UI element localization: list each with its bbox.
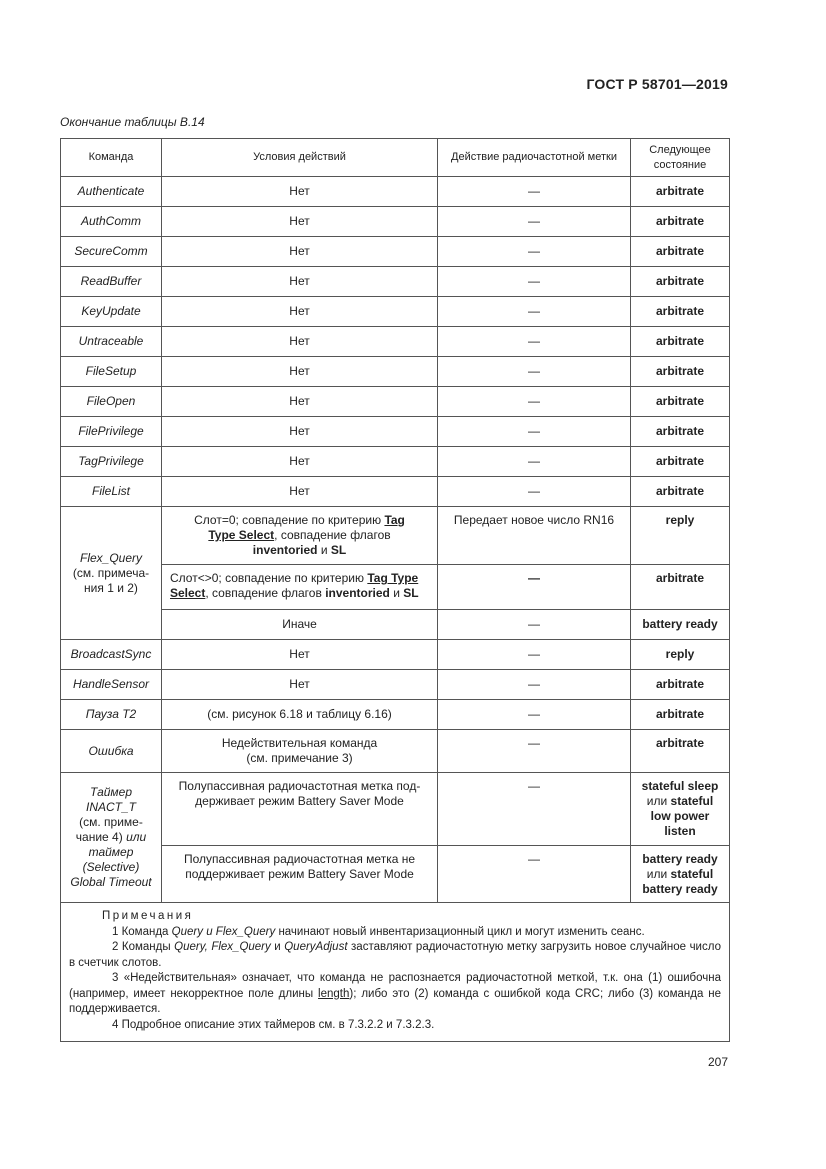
next-state-cell: arbitrate bbox=[631, 357, 730, 387]
table-row bbox=[61, 177, 730, 207]
command-cell: KeyUpdate bbox=[61, 297, 162, 327]
next-state-cell: arbitrate bbox=[631, 670, 730, 700]
table-row bbox=[61, 447, 730, 477]
action-cell: — bbox=[438, 610, 631, 640]
page-number: 207 bbox=[707, 1055, 728, 1069]
action-cell: — bbox=[438, 387, 631, 417]
condition-cell: Иначе bbox=[162, 610, 438, 640]
table-row bbox=[61, 207, 730, 237]
action-cell: — bbox=[438, 327, 631, 357]
condition-cell: Полупассивная радиочастотная метка под-держивает режим Battery Saver Mode bbox=[162, 773, 438, 846]
table-row bbox=[61, 417, 730, 447]
action-cell: — bbox=[438, 477, 631, 507]
table-row-pause bbox=[61, 700, 730, 730]
next-state-cell: arbitrate bbox=[631, 267, 730, 297]
column-header-condition: Условия действий bbox=[162, 139, 438, 177]
command-cell-flex-query bbox=[61, 507, 162, 640]
table-row bbox=[61, 357, 730, 387]
next-state-cell: arbitrate bbox=[631, 177, 730, 207]
action-cell: — bbox=[438, 447, 631, 477]
command-name: Flex_Query bbox=[79, 550, 143, 565]
action-cell: — bbox=[438, 417, 631, 447]
condition-cell: Нет bbox=[162, 357, 438, 387]
note-4: 4 Подробное описание этих таймеров см. в 7.3.2.2 и 7.3.2.3. bbox=[112, 1018, 435, 1031]
command-cell: FileList bbox=[61, 477, 162, 507]
next-state-cell: reply bbox=[631, 640, 730, 670]
table-header-row bbox=[61, 139, 730, 177]
table-row bbox=[61, 327, 730, 357]
action-cell: — bbox=[438, 297, 631, 327]
next-state-cell: arbitrate bbox=[631, 327, 730, 357]
next-state-cell: arbitrate bbox=[631, 387, 730, 417]
condition-cell: Нет bbox=[162, 327, 438, 357]
action-cell: — bbox=[438, 670, 631, 700]
command-cell: Untraceable bbox=[61, 327, 162, 357]
action-cell: — bbox=[438, 640, 631, 670]
document-standard-number: ГОСТ Р 58701—2019 bbox=[586, 76, 728, 92]
command-cell: FileSetup bbox=[61, 357, 162, 387]
table-row-flex-query-1 bbox=[61, 507, 730, 565]
state-transition-table bbox=[60, 138, 730, 1042]
next-state-cell: arbitrate bbox=[631, 207, 730, 237]
command-cell: HandleSensor bbox=[61, 670, 162, 700]
condition-cell: Нет bbox=[162, 297, 438, 327]
command-cell: Authenticate bbox=[61, 177, 162, 207]
column-header-next-state: Следующее состояние bbox=[631, 139, 730, 177]
action-cell: — bbox=[438, 357, 631, 387]
condition-cell: Нет bbox=[162, 447, 438, 477]
action-cell: — bbox=[438, 267, 631, 297]
table-row-error bbox=[61, 730, 730, 773]
condition-cell: Слот=0; совпадение по критерию Tag Type Select, совпадение флагов inventoried и SL bbox=[162, 507, 438, 565]
next-state-cell: battery ready или stateful battery ready bbox=[631, 846, 730, 903]
condition-cell: Слот<>0; совпадение по критерию Tag Type Select, совпадение флагов inventoried и SL bbox=[162, 565, 438, 610]
command-cell: FileOpen bbox=[61, 387, 162, 417]
condition-cell: Нет bbox=[162, 267, 438, 297]
table-row-timer-2 bbox=[61, 846, 730, 903]
column-header-command: Команда bbox=[61, 139, 162, 177]
note-3: 3 «Недействительная» означает, что команда не распознается радиочастотной меткой, т.к. она (1) ошибочна (например, имеет некорректное поле длины length); либо это (2) команда с ошибкой кода CRC; либо (3) команда не поддерживается. bbox=[69, 972, 721, 1015]
action-cell: — bbox=[438, 565, 631, 610]
next-state-cell: arbitrate bbox=[631, 237, 730, 267]
notes-cell bbox=[61, 903, 730, 1042]
table-row bbox=[61, 297, 730, 327]
action-cell: — bbox=[438, 207, 631, 237]
command-cell: FilePrivilege bbox=[61, 417, 162, 447]
table-row-flex-query-2 bbox=[61, 565, 730, 610]
action-cell: Передает новое число RN16 bbox=[438, 507, 631, 565]
note-1: 1 Команда Query u Flex_Query начинают новый инвентаризационный цикл и могут изменить сеанс. bbox=[112, 925, 645, 938]
command-cell: SecureComm bbox=[61, 237, 162, 267]
table-row bbox=[61, 387, 730, 417]
notes-title: Примечания bbox=[102, 910, 194, 922]
next-state-cell: arbitrate bbox=[631, 447, 730, 477]
condition-cell: Недействительная команда (см. примечание 3) bbox=[162, 730, 438, 773]
table-notes-row bbox=[61, 903, 730, 1042]
column-header-action: Действие радиочастотной метки bbox=[438, 139, 631, 177]
command-cell: Пауза Т2 bbox=[61, 700, 162, 730]
next-state-cell: battery ready bbox=[631, 610, 730, 640]
condition-cell: Нет bbox=[162, 387, 438, 417]
condition-cell: Нет bbox=[162, 417, 438, 447]
table-row-timer-1 bbox=[61, 773, 730, 846]
table-caption: Окончание таблицы В.14 bbox=[60, 115, 205, 129]
table-row bbox=[61, 670, 730, 700]
action-cell: — bbox=[438, 700, 631, 730]
command-cell: Ошибка bbox=[61, 730, 162, 773]
action-cell: — bbox=[438, 846, 631, 903]
table-row-flex-query-3 bbox=[61, 610, 730, 640]
condition-cell: Нет bbox=[162, 207, 438, 237]
action-cell: — bbox=[438, 730, 631, 773]
command-cell: AuthComm bbox=[61, 207, 162, 237]
condition-cell: Нет bbox=[162, 177, 438, 207]
command-cell: BroadcastSync bbox=[61, 640, 162, 670]
next-state-cell: arbitrate bbox=[631, 700, 730, 730]
action-cell: — bbox=[438, 237, 631, 267]
next-state-cell: arbitrate bbox=[631, 730, 730, 773]
note-2: 2 Команды Query, Flex_Query и QueryAdjust заставляют радиочастотную метку загрузить новое случайное число в счетчик слотов. bbox=[69, 941, 721, 969]
table-row bbox=[61, 477, 730, 507]
next-state-cell: arbitrate bbox=[631, 477, 730, 507]
condition-cell: Нет bbox=[162, 670, 438, 700]
action-cell: — bbox=[438, 773, 631, 846]
command-cell: ReadBuffer bbox=[61, 267, 162, 297]
table-row bbox=[61, 237, 730, 267]
next-state-cell: arbitrate bbox=[631, 417, 730, 447]
next-state-cell: stateful sleep или stateful low power listen bbox=[631, 773, 730, 846]
action-cell: — bbox=[438, 177, 631, 207]
condition-cell: Нет bbox=[162, 237, 438, 267]
condition-cell: Нет bbox=[162, 477, 438, 507]
condition-cell: Нет bbox=[162, 640, 438, 670]
command-note: (см. примеча-ния 1 и 2) bbox=[72, 565, 150, 595]
next-state-cell: arbitrate bbox=[631, 565, 730, 610]
condition-cell: Полупассивная радиочастотная метка не поддерживает режим Battery Saver Mode bbox=[162, 846, 438, 903]
condition-cell: (см. рисунок 6.18 и таблицу 6.16) bbox=[162, 700, 438, 730]
next-state-cell: reply bbox=[631, 507, 730, 565]
command-cell-timer: Таймер INACT_T (см. приме- чание 4) или таймер (Selective) Global Timeout bbox=[61, 773, 162, 903]
table-row bbox=[61, 267, 730, 297]
command-cell: TagPrivilege bbox=[61, 447, 162, 477]
table-row bbox=[61, 640, 730, 670]
next-state-cell: arbitrate bbox=[631, 297, 730, 327]
